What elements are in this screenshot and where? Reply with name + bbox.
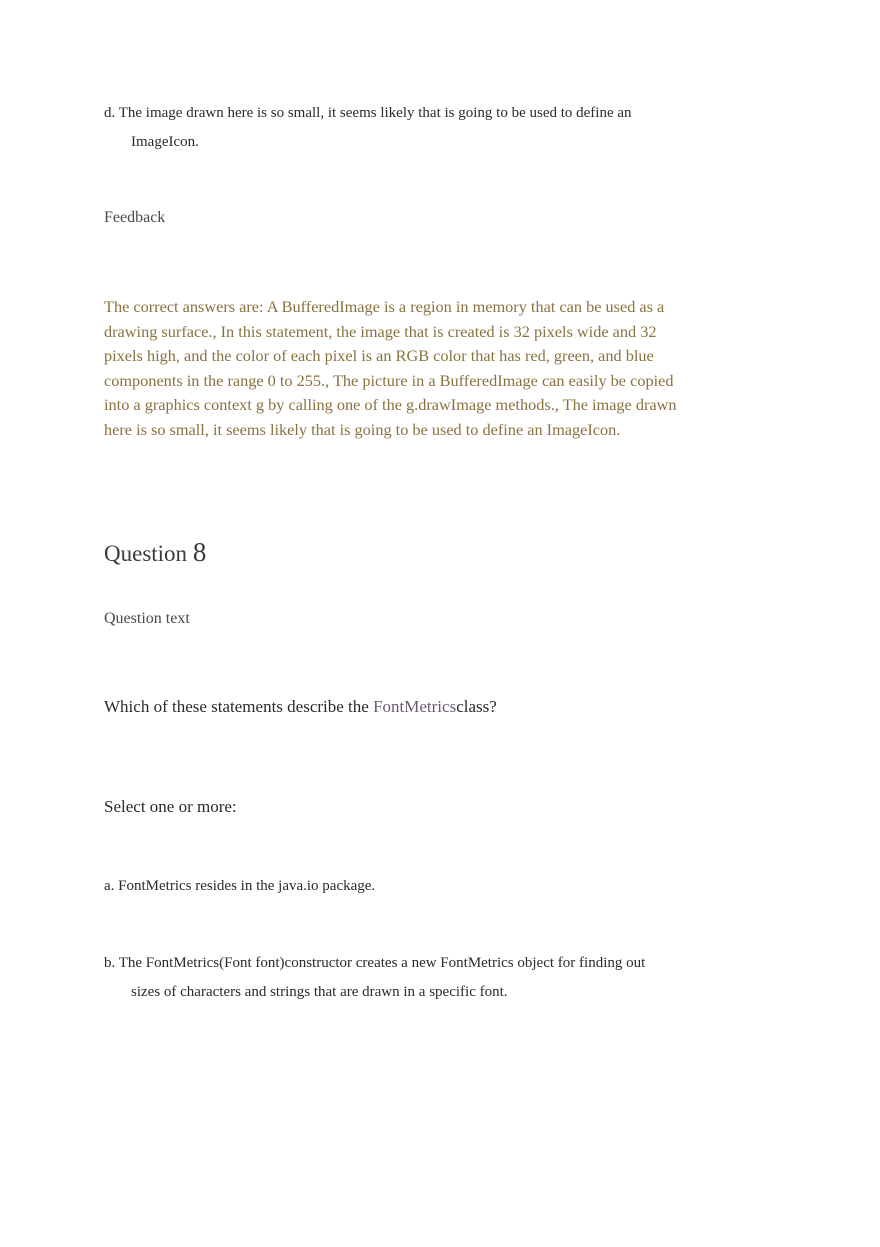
option-prefix: d. xyxy=(104,105,116,121)
option-a[interactable] xyxy=(104,872,724,901)
question-heading-word: Question xyxy=(104,541,188,566)
question-body-before: Which of these statements describe the xyxy=(104,697,374,716)
feedback-text: The correct answers are: A BufferedImage is a region in memory that can be used as a drawing surface., In this statement, the image that is created is 32 pixels wide and 32 pixels high, and the color of each pixel is an RGB color that has red, green, and blue components in the range 0 to 255., The picture in a BufferedImage can easily be copied into a graphics context g by calling one of the g.drawImage methods., The image drawn here is so small, it seems likely that is going to be used to define an ImageIcon. xyxy=(104,297,677,439)
option-prefix: b. xyxy=(104,955,116,971)
prev-option-d xyxy=(104,99,724,157)
option-line-2: ImageIcon. xyxy=(131,134,199,150)
option-line-1: The image drawn here is so small, it seems likely that is going to be used to define an xyxy=(118,105,632,121)
option-prefix: a. xyxy=(104,878,115,894)
option-line-1: FontMetrics resides in the java.io package. xyxy=(118,878,376,894)
question-number: 8 xyxy=(192,537,207,567)
option-line-1: The FontMetrics(Font font)constructor creates a new FontMetrics object for finding out xyxy=(118,955,646,971)
feedback-label: Feedback xyxy=(104,209,166,226)
question-body-term: FontMetrics xyxy=(373,697,457,716)
question-body xyxy=(104,697,497,717)
option-b[interactable] xyxy=(104,949,724,1007)
question-text-label: Question text xyxy=(104,610,190,627)
question-heading xyxy=(104,537,206,568)
question-body-after: class? xyxy=(456,697,497,716)
select-hint: Select one or more: xyxy=(104,797,237,816)
option-line-2: sizes of characters and strings that are drawn in a specific font. xyxy=(131,984,508,1000)
